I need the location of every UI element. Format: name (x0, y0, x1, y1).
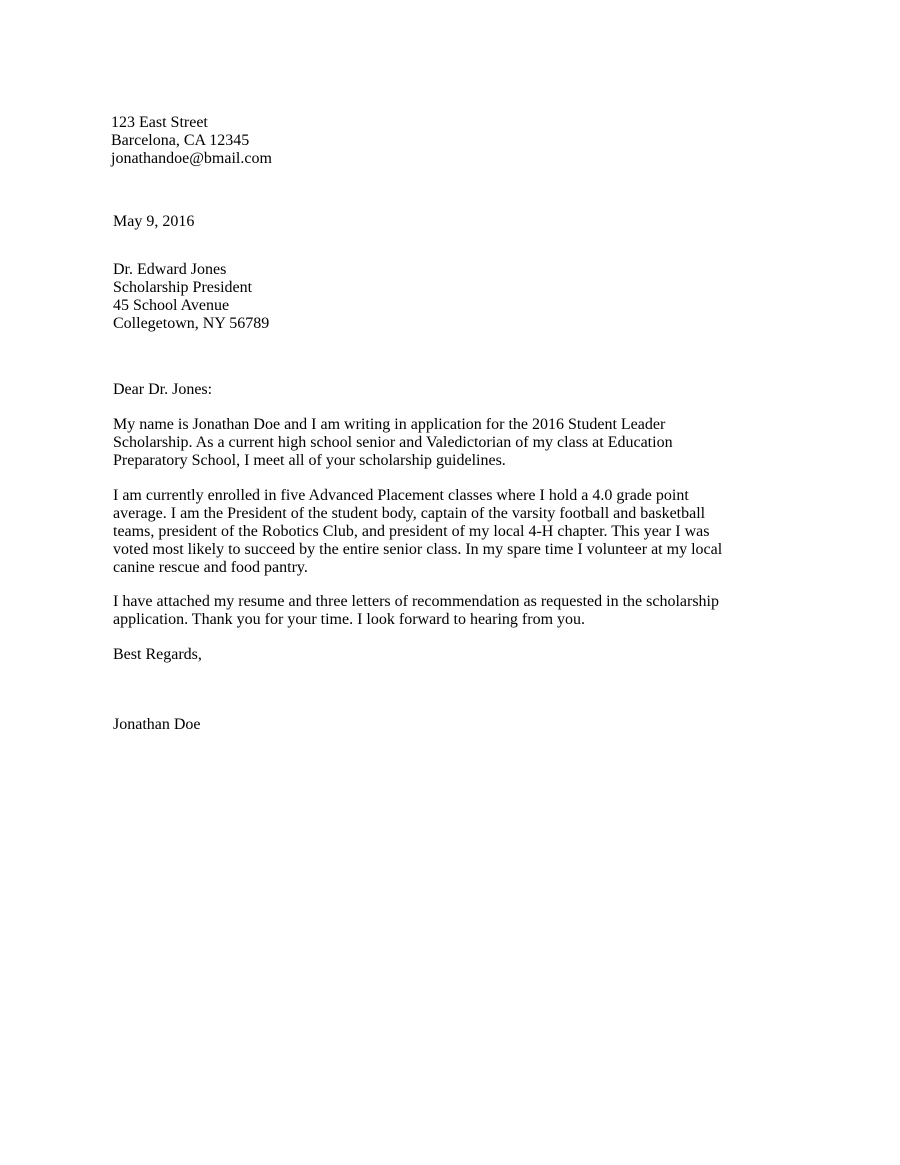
paragraph-line: My name is Jonathan Doe and I am writing in application for the 2016 Student Leader (113, 416, 666, 433)
recipient-street: 45 School Avenue (113, 297, 230, 314)
body-paragraph-2 (113, 487, 803, 577)
sender-address (111, 114, 801, 168)
closing (113, 646, 803, 664)
sender-city-line: Barcelona, CA 12345 (111, 132, 250, 149)
paragraph-line: Scholarship. As a current high school senior and Valedictorian of my class at Education (113, 434, 673, 451)
paragraph-line: Preparatory School, I meet all of your scholarship guidelines. (113, 452, 506, 469)
recipient-city-line: Collegetown, NY 56789 (113, 315, 270, 332)
closing-text: Best Regards, (113, 646, 202, 663)
signature-name: Jonathan Doe (113, 716, 201, 733)
salutation (113, 381, 803, 399)
body-paragraph-1 (113, 416, 803, 470)
recipient-address (113, 261, 803, 333)
sender-street: 123 East Street (111, 114, 208, 131)
recipient-title: Scholarship President (113, 279, 253, 296)
paragraph-line: application. Thank you for your time. I look forward to hearing from you. (113, 611, 586, 628)
paragraph-line: canine rescue and food pantry. (113, 559, 308, 576)
paragraph-line: voted most likely to succeed by the entire senior class. In my spare time I volunteer at my local (113, 541, 723, 558)
paragraph-line: teams, president of the Robotics Club, and president of my local 4-H chapter. This year I was (113, 523, 710, 540)
sender-email: jonathandoe@bmail.com (111, 150, 272, 167)
body-paragraph-3 (113, 593, 803, 629)
date-text: May 9, 2016 (113, 213, 195, 230)
paragraph-line: average. I am the President of the student body, captain of the varsity football and basketball (113, 505, 706, 522)
recipient-name: Dr. Edward Jones (113, 261, 227, 278)
paragraph-line: I have attached my resume and three letters of recommendation as requested in the scholarship (113, 593, 719, 610)
salutation-text: Dear Dr. Jones: (113, 381, 213, 398)
signature (113, 716, 803, 734)
letter-date (113, 213, 803, 231)
paragraph-line: I am currently enrolled in five Advanced Placement classes where I hold a 4.0 grade point (113, 487, 689, 504)
